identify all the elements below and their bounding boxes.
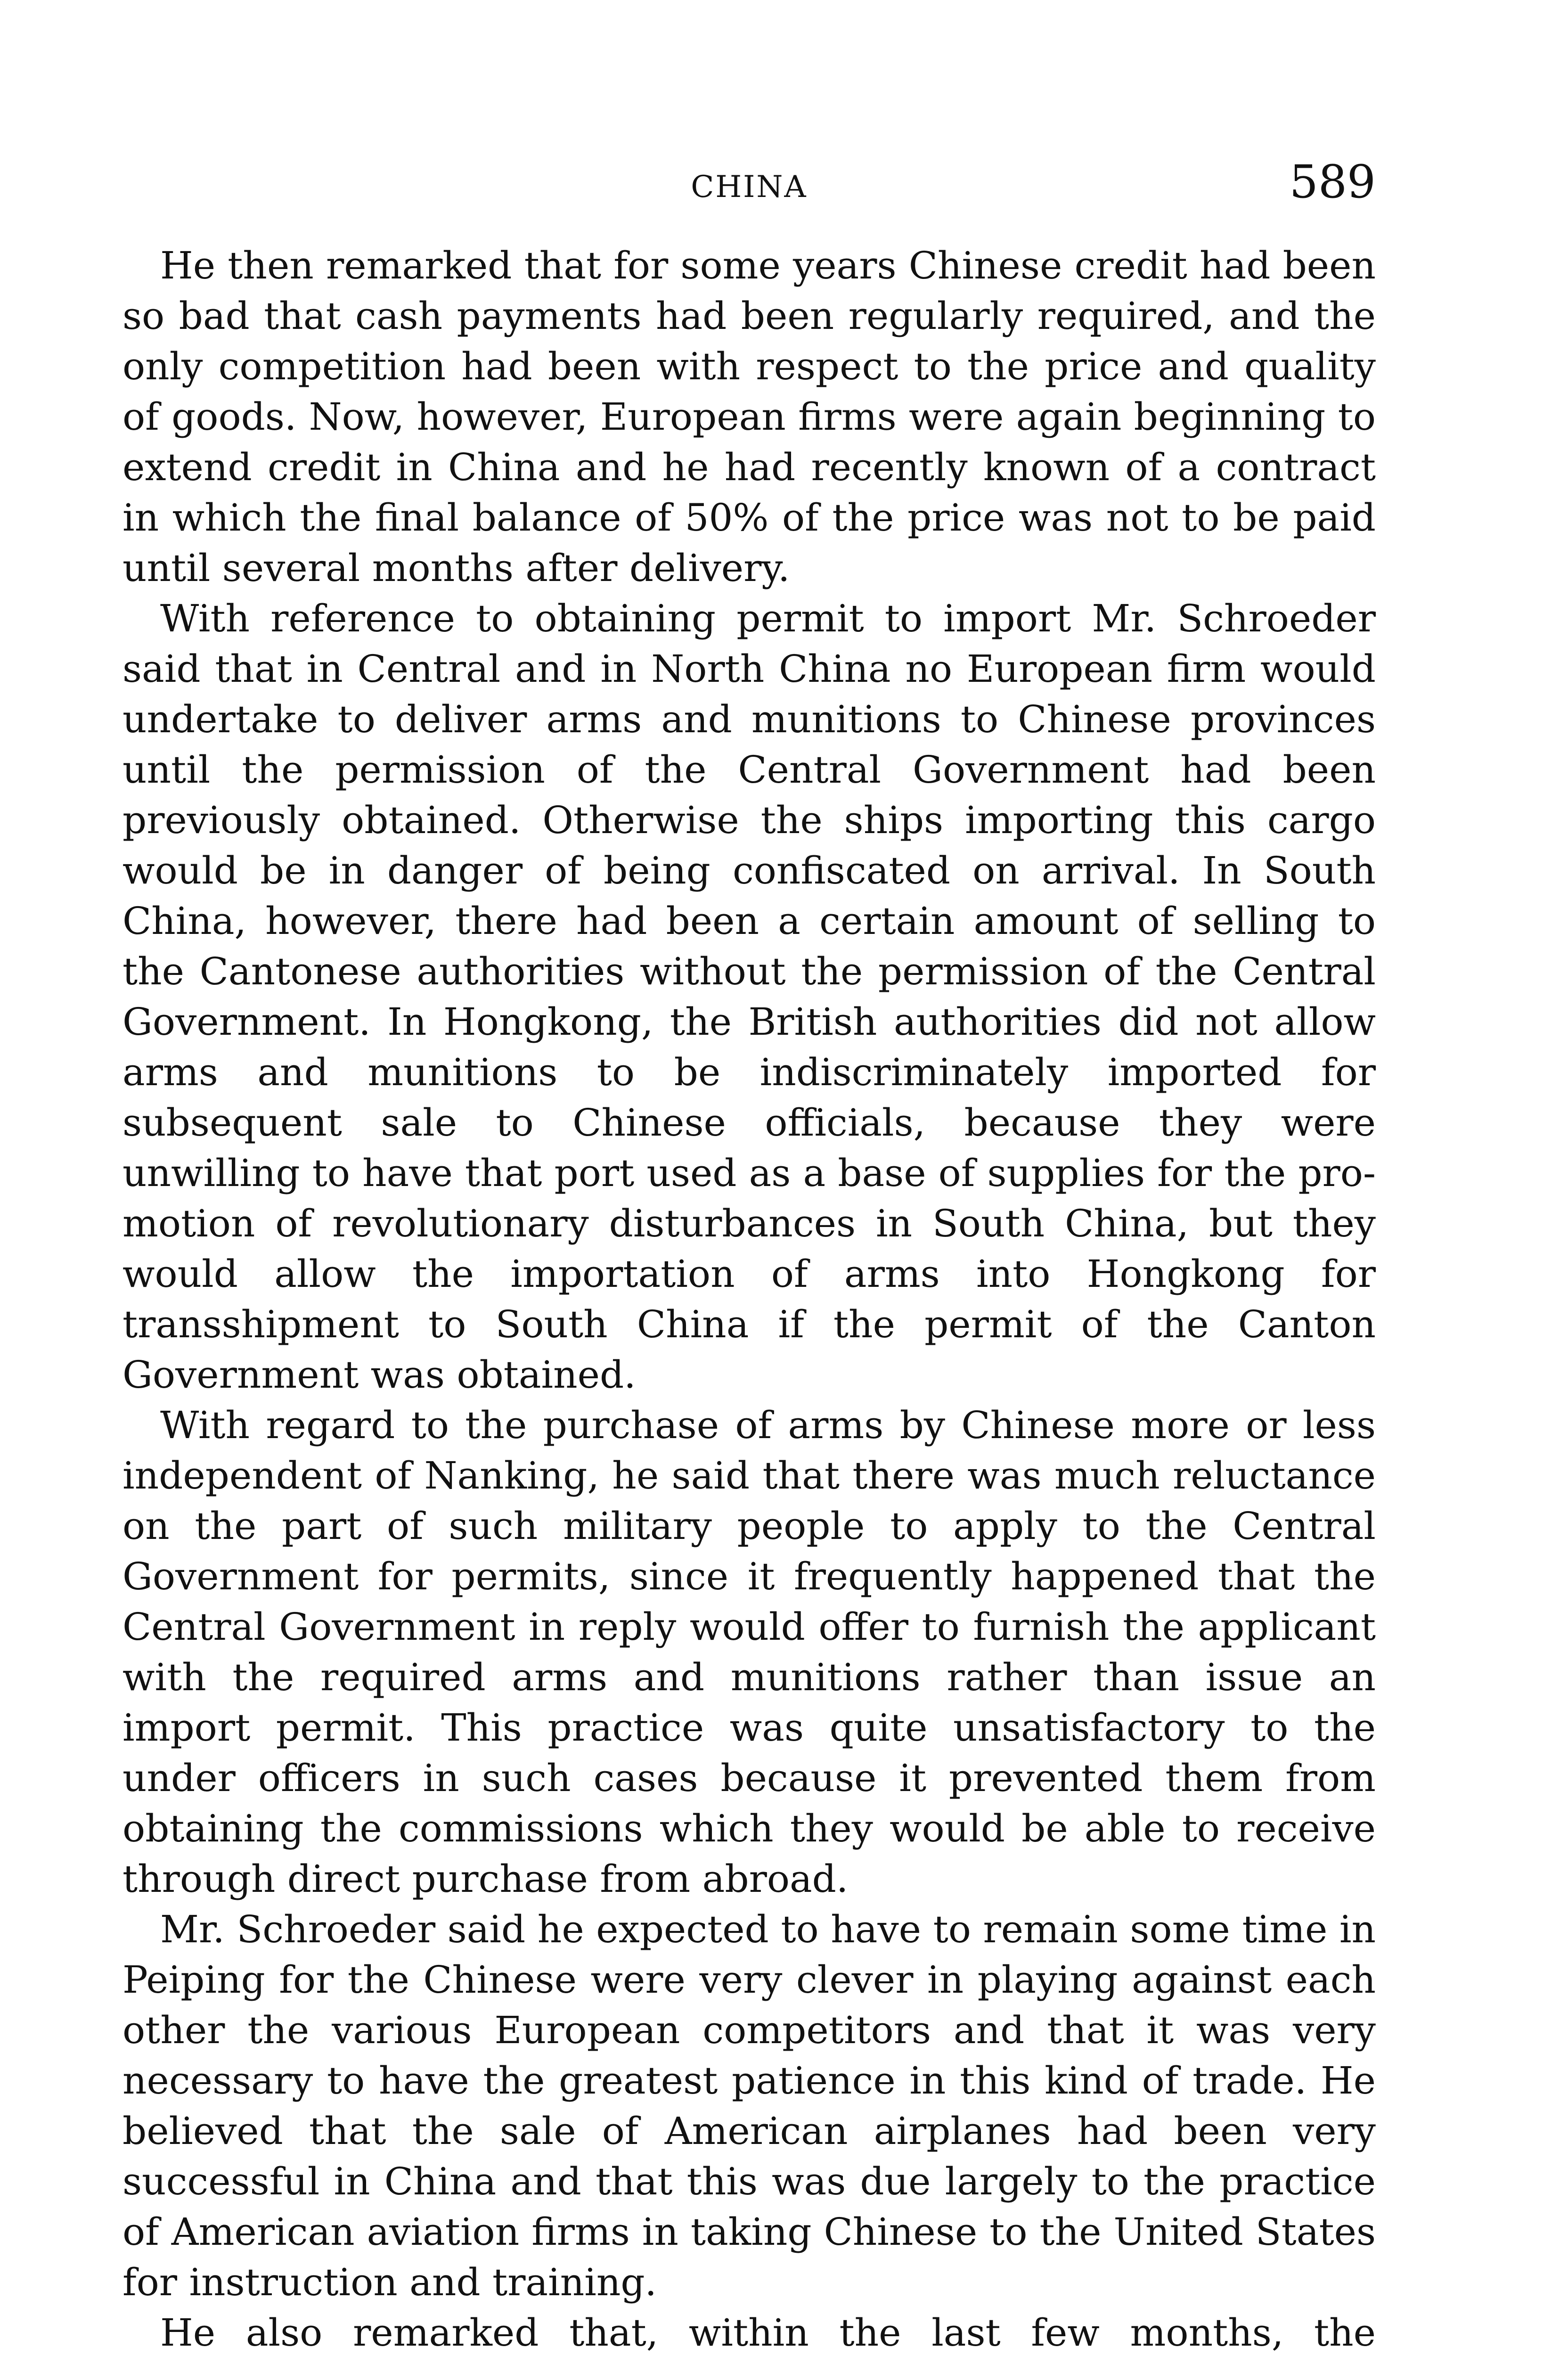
- paragraph-import-permits: With reference to obtaining permit to import Mr. Schroeder said that in Central and in North China no European firm would undertake to deliver arms and munitions to Chinese provinces until the permission of the Central Government had been previously obtained. Otherwise the ships importing this cargo would be in danger of being confiscated on arrival. In South China, however, there had been a certain amount of selling to the Cantonese authorities without the permission of the Central Government. In Hongkong, the British authorities did not allow arms and munitions to be indiscriminately imported for subsequent sale to Chinese officials, because they were unwilling to have that port used as a base of supplies for the promotion of revolutionary disturbances in South China, but they would allow the importation of arms into Hongkong for transshipment to South China if the permit of the Canton Government was obtained.: [122, 597, 1376, 1397]
- running-head: [122, 155, 1376, 221]
- paragraph-japanese-purchases: He also remarked that, within the last few months, the: [160, 2311, 1376, 2355]
- page-number: 589: [1289, 155, 1376, 208]
- paragraph-credit-terms: He then remarked that for some years Chinese credit had been so bad that cash payments had been regularly required, and the only competition had been with respect to the price and quality of goods. Now, however, European firms were again beginning to extend credit in China and he had recently known of a contract in which the final balance of 50% of the price was not to be paid until several months after delivery.: [122, 244, 1376, 590]
- running-title: CHINA: [691, 170, 808, 205]
- paragraph-peiping-stay: Mr. Schroeder said he expected to have to remain some time in Peiping for the Chinese were very clever in playing against each other the various European competitors and that it was very necessary to have the greatest patience in this kind of trade. He believed that the sale of American airplanes had been very successful in China and that this was due largely to the practice of American aviation firms in taking Chinese to the United States for instruction and training.: [122, 1907, 1376, 2304]
- body-text: [122, 240, 1376, 2356]
- paragraph-independent-purchases: With regard to the purchase of arms by Chinese more or less independent of Nanking, he said that there was much reluctance on the part of such military people to apply to the Central Government for permits, since it frequently happened that the Central Government in reply would offer to furnish the applicant with the required arms and munitions rather than issue an import permit. This practice was quite unsatisfactory to the under officers in such cases because it prevented them from obtaining the commissions which they would be able to receive through direct purchase from abroad.: [122, 1403, 1376, 1901]
